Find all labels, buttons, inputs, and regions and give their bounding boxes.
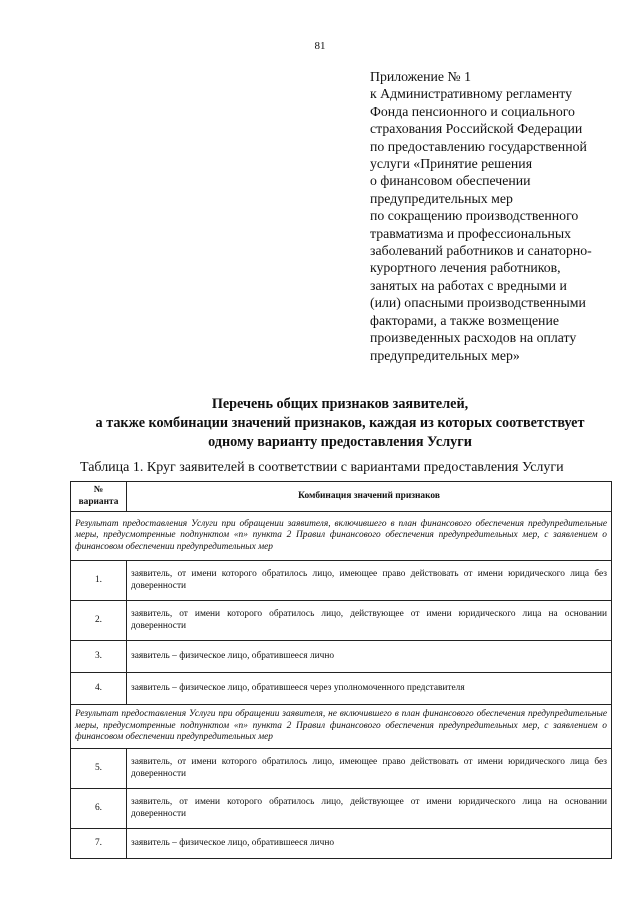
variant-text: заявитель, от имени которого обратилось лицо, имеющее право действовать от имени юридического лица без доверенности xyxy=(127,561,612,601)
heading-line: одному варианту предоставления Услуги xyxy=(208,434,472,450)
variant-number: 7. xyxy=(71,829,127,859)
variant-number: 2. xyxy=(71,601,127,641)
group-row xyxy=(71,512,612,561)
appendix-line: Фонда пенсионного и социального xyxy=(370,103,575,119)
appendix-line: предупредительных мер xyxy=(370,190,513,206)
appendix-line: о финансовом обеспечении xyxy=(370,173,531,189)
group-description: Результат предоставления Услуги при обращении заявителя, включившего в план финансового обеспечения предупредительные меры, предусмотренные подпунктом «п» пункта 2 Правил финансового обеспечения предупредительных мер, с заявлением о финансовом обеспечении предупредительных мер xyxy=(71,512,612,561)
table-caption: Таблица 1. Круг заявителей в соответствии с вариантами предоставления Услуги xyxy=(80,460,564,475)
table-row xyxy=(71,789,612,829)
appendix-line: травматизма и профессиональных xyxy=(370,225,572,241)
variant-number: 1. xyxy=(71,561,127,601)
table-row xyxy=(71,749,612,789)
appendix-line: заболеваний работников и санаторно- xyxy=(370,243,592,259)
appendix-line: по сокращению производственного xyxy=(370,208,579,224)
table-row xyxy=(71,829,612,859)
variant-number: 5. xyxy=(71,749,127,789)
appendix-line: произведенных расходов на оплату xyxy=(370,330,577,346)
appendix-line: курортного лечения работников, xyxy=(370,260,561,276)
variant-text: заявитель, от имени которого обратилось лицо, действующее от имени юридического лица на основании доверенности xyxy=(127,601,612,641)
group-row xyxy=(71,705,612,749)
heading-line: Перечень общих признаков заявителей, xyxy=(211,396,469,412)
variant-text: заявитель, от имени которого обратилось лицо, имеющее право действовать от имени юридического лица без доверенности xyxy=(127,749,612,789)
appendix-line: (или) опасными производственными xyxy=(370,295,586,311)
appendix-line: услуги «Принятие решения xyxy=(370,156,533,172)
table-row xyxy=(71,601,612,641)
appendix-block xyxy=(370,68,628,364)
variant-text: заявитель – физическое лицо, обратившееся лично xyxy=(127,829,612,859)
appendix-line: занятых на работах с вредными и xyxy=(370,277,567,293)
group-description: Результат предоставления Услуги при обращении заявителя, не включившего в план финансового обеспечения предупредительные меры, предусмотренные подпунктом «п» пункта 2 Правил финансового обеспечения предупредительных мер, с заявлением о финансовом обеспечении предупредительных мер xyxy=(71,705,612,749)
heading-line: а также комбинации значений признаков, каждая из которых соответствует xyxy=(95,415,585,431)
variant-number: 4. xyxy=(71,673,127,705)
appendix-line: к Административному регламенту xyxy=(370,86,573,102)
appendix-line: страхования Российской Федерации xyxy=(370,121,583,137)
appendix-line: по предоставлению государственной xyxy=(370,138,587,154)
table-header-row xyxy=(71,482,612,512)
appendix-line: Приложение № 1 xyxy=(370,69,472,84)
variant-number: 3. xyxy=(71,641,127,673)
document-heading xyxy=(60,395,620,452)
table-row xyxy=(71,561,612,601)
table-row xyxy=(71,641,612,673)
variant-number: 6. xyxy=(71,789,127,829)
appendix-line: предупредительных мер» xyxy=(370,347,520,363)
table-row xyxy=(71,673,612,705)
appendix-line: факторами, а также возмещение xyxy=(370,312,559,328)
header-variant-number: № варианта xyxy=(71,482,127,512)
variant-text: заявитель – физическое лицо, обратившееся через уполномоченного представителя xyxy=(127,673,612,705)
page-number: 81 xyxy=(314,40,326,52)
header-combination: Комбинация значений признаков xyxy=(127,482,612,512)
variant-text: заявитель – физическое лицо, обратившееся лично xyxy=(127,641,612,673)
applicants-table xyxy=(70,481,612,859)
variant-text: заявитель, от имени которого обратилось лицо, действующее от имени юридического лица на основании доверенности xyxy=(127,789,612,829)
